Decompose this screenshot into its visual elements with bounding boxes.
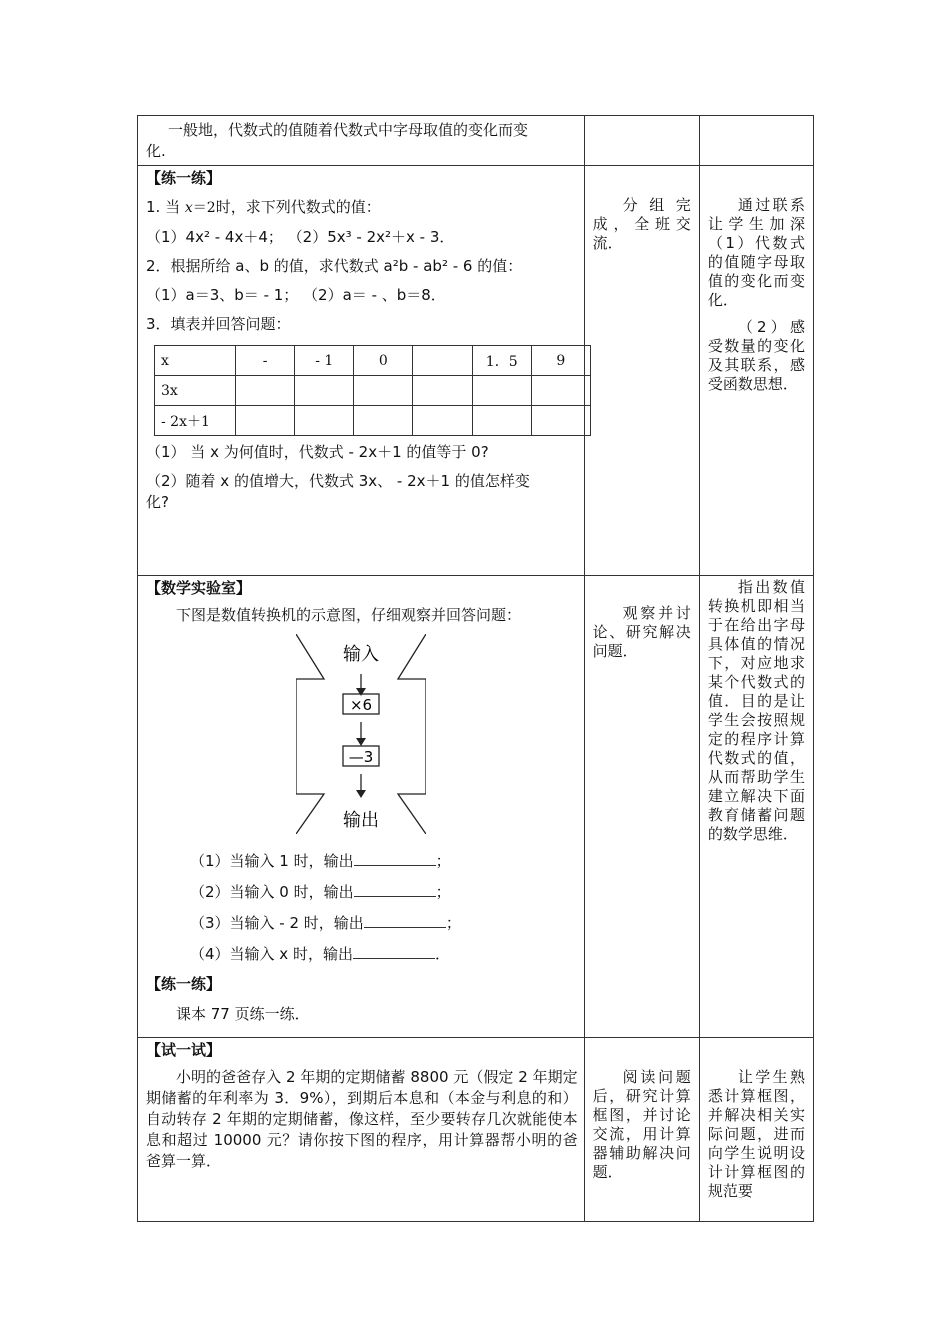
question-1 bbox=[146, 197, 584, 219]
method-cell bbox=[584, 166, 699, 576]
design-intent: 让学生熟悉计算框图，并解决相关实际问题，进而向学生说明设计计算框图的规范要 bbox=[707, 1068, 805, 1200]
arrow-down-icon bbox=[356, 688, 366, 696]
question-punct: ； bbox=[435, 852, 451, 870]
design-intent-2: （2）感受数量的变化及其联系，感受函数思想． bbox=[707, 318, 805, 393]
content-cell bbox=[138, 576, 585, 1038]
section-heading: 【练一练】 bbox=[146, 169, 222, 187]
intent-cell bbox=[699, 116, 813, 166]
question-text: （2）当输入 0 时，输出 bbox=[190, 883, 354, 901]
arrow-down-icon bbox=[356, 738, 366, 746]
q1-suffix: 时，求下列代数式的值： bbox=[215, 198, 381, 216]
question-text: （3）当输入 - 2 时，输出 bbox=[190, 914, 364, 932]
intent-cell bbox=[699, 576, 813, 1038]
table-cell bbox=[531, 376, 590, 406]
question-punct: ； bbox=[445, 914, 461, 932]
table-cell bbox=[295, 406, 354, 436]
sub-question-1: （1） 当 x 为何值时，代数式 - 2x＋1 的值等于 0? bbox=[146, 443, 489, 461]
machine-left-frame bbox=[296, 634, 324, 834]
q1-prefix: 1. 当 bbox=[146, 198, 181, 216]
question-text: （1）当输入 1 时，输出 bbox=[190, 852, 354, 870]
statement-line-1: 一般地，代数式的值随着代数式中字母取值的变化而变 bbox=[168, 121, 529, 139]
q1-variable: x bbox=[184, 200, 193, 216]
method-cell bbox=[584, 1038, 699, 1222]
section-heading: 【试一试】 bbox=[146, 1041, 222, 1059]
table-header-cell: - bbox=[236, 346, 295, 376]
table-header-cell: 9 bbox=[531, 346, 590, 376]
table-row bbox=[155, 346, 591, 376]
answer-blank[interactable] bbox=[353, 943, 435, 959]
question-3: 3．填表并回答问题： bbox=[146, 315, 291, 333]
question-punct: ． bbox=[434, 945, 450, 963]
table-cell bbox=[413, 376, 472, 406]
sub-question-2-line-1: （2）随着 x 的值增大，代数式 3x、 - 2x＋1 的值怎样变 bbox=[146, 472, 530, 490]
content-cell bbox=[138, 116, 585, 166]
table-header-cell: - 1 bbox=[295, 346, 354, 376]
lab-intro: 下图是数值转换机的示意图，仔细观察并回答问题： bbox=[176, 606, 522, 624]
value-table bbox=[154, 345, 591, 436]
practice-text: 课本 77 页练一练． bbox=[176, 1005, 310, 1023]
arrow-down-icon bbox=[356, 790, 366, 798]
table-header-cell: x bbox=[155, 346, 236, 376]
multiply-operation: ×6 bbox=[349, 696, 373, 714]
method-cell bbox=[584, 576, 699, 1038]
answer-blank[interactable] bbox=[354, 881, 436, 897]
table-row bbox=[138, 1038, 814, 1222]
table-cell bbox=[236, 376, 295, 406]
table-cell bbox=[472, 406, 531, 436]
lesson-plan-table bbox=[137, 115, 814, 1222]
question-2: 2．根据所给 a、b 的值，求代数式 a²b - ab² - 6 的值： bbox=[146, 257, 523, 275]
machine-question bbox=[146, 912, 584, 934]
question-2-items: （1）a＝3、b＝ - 1； （2）a＝ - 、b＝8． bbox=[146, 286, 446, 304]
machine-question bbox=[146, 881, 584, 903]
machine-right-frame bbox=[398, 634, 426, 834]
answer-blank[interactable] bbox=[364, 912, 446, 928]
teaching-method: 分组完成，全班交流． bbox=[592, 196, 691, 252]
q1-equation: ＝2 bbox=[192, 200, 216, 216]
content-cell bbox=[138, 1038, 585, 1222]
table-row-label: - 2x＋1 bbox=[155, 406, 236, 436]
table-row bbox=[155, 406, 591, 436]
table-header-cell bbox=[413, 346, 472, 376]
content-cell bbox=[138, 166, 585, 576]
table-cell bbox=[236, 406, 295, 436]
sub-question-2-line-2: 化? bbox=[146, 493, 169, 511]
table-row bbox=[138, 166, 814, 576]
design-intent-1: 通过联系让学生加深（1）代数式的值随字母取值的变化而变化． bbox=[707, 196, 805, 309]
practice-heading: 【练一练】 bbox=[146, 975, 222, 993]
table-row bbox=[138, 576, 814, 1038]
table-header-cell: 0 bbox=[354, 346, 413, 376]
table-cell bbox=[354, 376, 413, 406]
table-cell bbox=[413, 406, 472, 436]
question-punct: ； bbox=[435, 883, 451, 901]
table-cell bbox=[531, 406, 590, 436]
table-header-cell: 1．5 bbox=[472, 346, 531, 376]
table-row bbox=[155, 376, 591, 406]
teaching-method: 阅读问题后，研究计算框图，并讨论交流，用计算器辅助解决问题． bbox=[592, 1068, 691, 1181]
table-cell bbox=[354, 406, 413, 436]
table-row bbox=[138, 116, 814, 166]
intent-cell bbox=[699, 1038, 813, 1222]
table-row-label: 3x bbox=[155, 376, 236, 406]
input-label: 输入 bbox=[343, 644, 379, 665]
statement-line-2: 化. bbox=[146, 142, 166, 160]
method-cell bbox=[584, 116, 699, 166]
section-heading: 【数学实验室】 bbox=[146, 579, 252, 597]
subtract-operation: —3 bbox=[348, 748, 374, 766]
machine-question bbox=[146, 850, 584, 872]
savings-problem: 小明的爸爸存入 2 年期的定期储蓄 8800 元（假定 2 年期定期储蓄的年利率为 3．9%），到期后本息和（本金与利息的和）自动转存 2 年期的定期储蓄，像这样，至少要转存几次就能使本息和超过 10000 元？请你按下图的程序，用计算器帮小明的爸爸算一算． bbox=[146, 1068, 578, 1170]
machine-question bbox=[146, 943, 584, 965]
number-machine-diagram bbox=[296, 634, 426, 834]
question-text: （4）当输入 x 时，输出 bbox=[190, 945, 353, 963]
design-intent: 指出数值转换机即相当于在给出字母具体值的情况下，对应地求某个代数式的值．目的是让学生会按照规定的程序计算代数式的值，从而帮助学生建立解决下面教育储蓄问题的数学思维． bbox=[707, 578, 805, 843]
teaching-method: 观察并讨论、研究解决问题． bbox=[592, 604, 691, 660]
table-cell bbox=[472, 376, 531, 406]
table-cell bbox=[295, 376, 354, 406]
answer-blank[interactable] bbox=[354, 850, 436, 866]
question-1-items: （1）4x² - 4x＋4； （2）5x³ - 2x²＋x - 3． bbox=[146, 228, 455, 246]
intent-cell bbox=[699, 166, 813, 576]
output-label: 输出 bbox=[343, 810, 379, 831]
